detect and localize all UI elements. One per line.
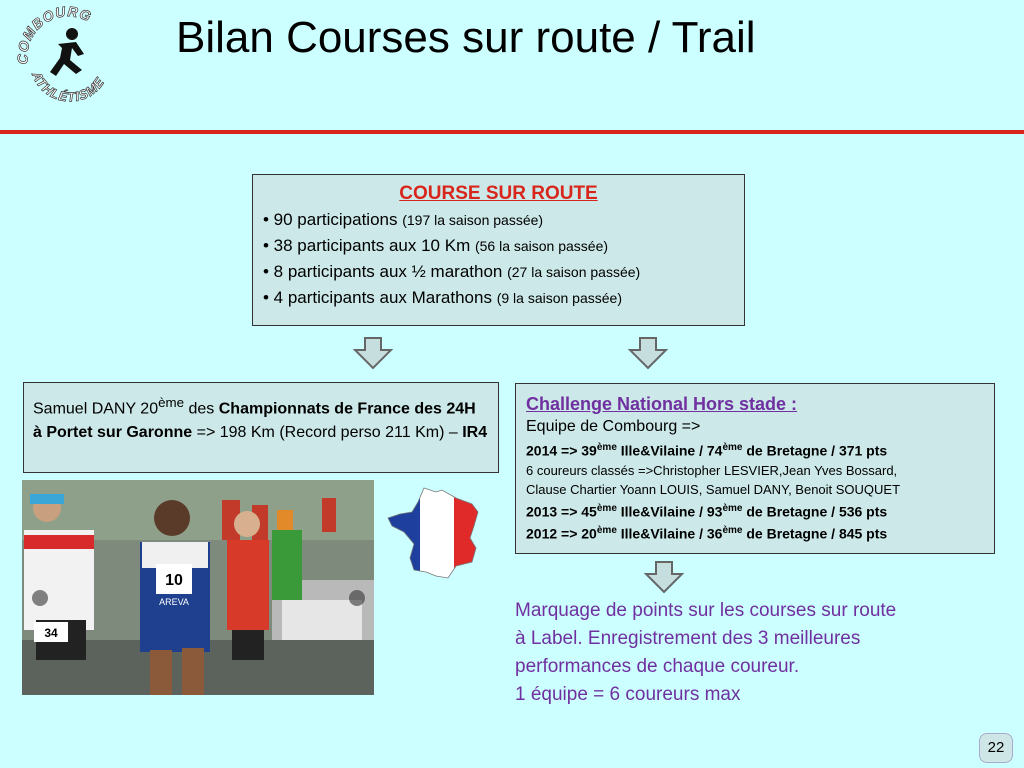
title-divider <box>0 130 1024 134</box>
sponsor-text: AREVA <box>159 597 189 607</box>
svg-text:COMBOURG <box>14 4 94 65</box>
bib-number: 34 <box>44 626 58 640</box>
runners-line-2: Clause Chartier Yoann LOUIS, Samuel DANY, Benoit SOUQUET <box>526 481 901 497</box>
road-line: • 90 participations (197 la saison passée) <box>263 210 544 229</box>
samuel-text: Samuel DANY 20ème des Championnats de France des 24H à Portet sur Garonne => 198 Km (Record perso 211 Km) – IR4 <box>33 395 488 442</box>
down-arrow-icon <box>644 560 684 594</box>
samuel-dany-box <box>23 382 499 473</box>
scoring-explanation: Marquage de points sur les courses sur route à Label. Enregistrement des 3 meilleures performances de chaque coureur. 1 équipe = 6 coureurs max <box>515 600 897 705</box>
result-2013: 2013 => 45ème Ille&Vilaine / 93ème de Bretagne / 536 pts <box>526 502 888 520</box>
down-arrow-icon <box>628 336 668 370</box>
svg-text:ATHLÉTISME <box>29 68 108 105</box>
road-race-heading: COURSE SUR ROUTE <box>399 183 598 204</box>
challenge-heading: Challenge National Hors stade : <box>526 394 798 414</box>
runners-photo <box>22 480 374 695</box>
page-title: Bilan Courses sur route / Trail <box>176 13 756 62</box>
france-flag-map <box>386 486 488 581</box>
runners-line-1: 6 coureurs classés =>Christopher LESVIER,Jean Yves Bossard, <box>526 462 898 478</box>
road-line: • 38 participants aux 10 Km (56 la saison passée) <box>263 236 609 255</box>
logo-text-bottom: ATHLÉTISME <box>29 69 108 105</box>
challenge-box <box>515 383 995 554</box>
road-line: • 4 participants aux Marathons (9 la saison passée) <box>263 288 622 307</box>
challenge-team: Equipe de Combourg => <box>526 418 701 435</box>
page-number: 22 <box>979 733 1013 763</box>
bib-number: 10 <box>165 572 183 589</box>
result-2012: 2012 => 20ème Ille&Vilaine / 36ème de Bretagne / 845 pts <box>526 525 888 542</box>
runner-icon <box>50 28 84 76</box>
road-line: • 8 participants aux ½ marathon (27 la saison passée) <box>263 262 641 281</box>
club-logo <box>14 4 122 108</box>
down-arrow-icon <box>353 336 393 370</box>
logo-text-top: COMBOURG <box>14 4 95 65</box>
road-race-box <box>252 174 745 326</box>
result-2014: 2014 => 39ème Ille&Vilaine / 74ème de Bretagne / 371 pts <box>526 442 888 459</box>
